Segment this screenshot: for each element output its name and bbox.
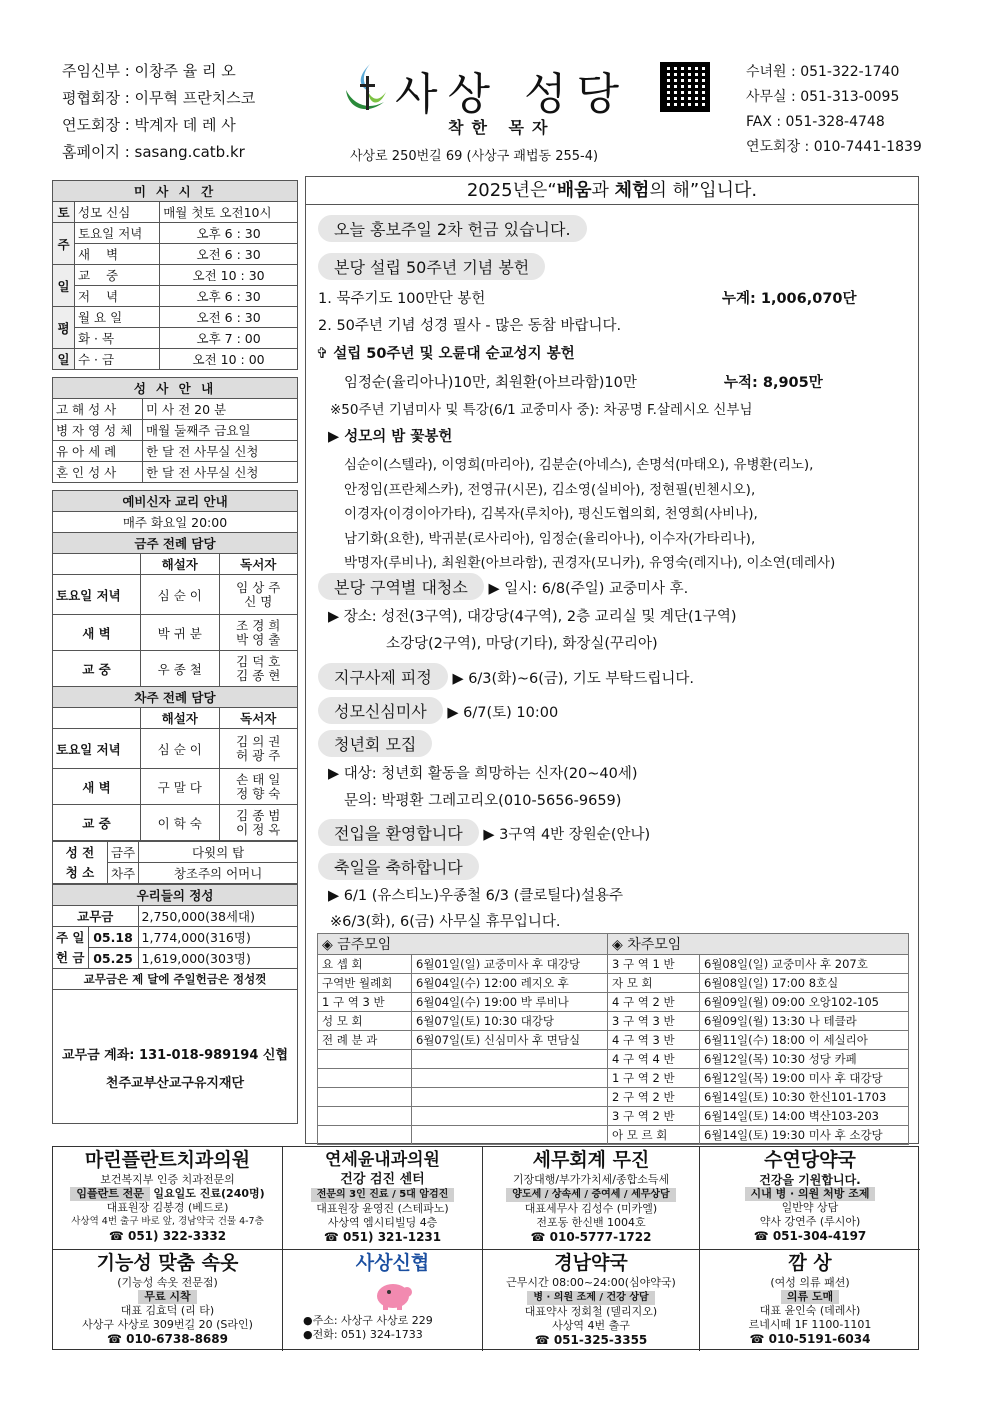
table-row: 교 중 이 학 숙 김 종 범 이 정 옥 [53,805,298,841]
ad-dental-clinic[interactable]: 마린플란트치과의원 보건복지부 인증 치과전문의 임플란트 전문 일요일도 진료(240명) 대표원장 김봉경 (베드로) 사상역 4번 출구 바로 앞, 경남약국 건물 4-7층 ☎ 051) 322-3332 [53,1147,283,1250]
account-number: 교무금 계좌: 131-018-989194 신협 [61,1048,289,1063]
account-holder: 천주교부산교구유지재단 [105,1076,245,1091]
sacrament-table: 성 사 안 내 고 해 성 사 미 사 전 20 분 병 자 영 성 체 매월 둘째주 금요일 유 아 세 례 한 달 전 사무실 신청 혼 인 성 사 한 달 전 사무실 신청 [52,377,298,483]
table-row: 저 녁 오후 6 : 30 [53,286,298,307]
cleaning-table: 성 전 청 소 금주 다윗의 탑 차주 창조주의 어머니 [52,841,298,884]
notice-heading: 청년회 모집 [318,730,432,757]
church-logo-icon [340,62,390,118]
convent-phone: 수녀원 : 051-322-1740 [746,64,900,80]
ad-underwear[interactable]: 기능성 맞춤 속옷 (기능성 속옷 전문점) 무료 시착 대표 김효덕 (리 타) 사상구 사상로 309번길 20 (S라인) ☎ 010-6738-8689 [53,1250,283,1351]
header-contacts [746,60,936,160]
table-row: 2 구 역 2 반 6월14일(토) 10:30 한신101-1703 [318,1088,909,1107]
church-address: 사상로 250번길 69 (사상구 괘법동 255-4) [350,149,599,164]
page-subtitle: 착한 목자 [448,118,556,137]
table-row: 고 해 성 사 미 사 전 20 분 [53,399,298,420]
notice-heading: 축일을 축하합니다 [318,853,479,880]
table-row: 전 례 분 과 6월07일(토) 신심미사 후 면담실 4 구 역 3 반 6월11일(수) 18:00 이 세실리아 [318,1031,909,1050]
page-title: 사상 성당 [395,69,630,120]
flower-offering-list: 심순이(스텔라), 이영희(마리아), 김분순(아네스), 손명석(마태오), 유병환(리노), 안정임(프란체스카), 전영규(시몬), 김소영(실비아), 정현필(빈첸시오), 이경자(이경이아가타), 김복자(루치아), 평신도협의회, 천영희(사비나), 남기화(요한), 박귀분(로사리아), 임정순(율리아나), 이수자(가타리나), 박명자(루비나), 최원환(아브라함), 권경자(모니카), 유영숙(레지나), 이소연(데레사) [344,457,836,571]
table-row: 주 토요일 저녁 오후 6 : 30 [53,223,298,244]
piggy-bank-icon [371,1278,415,1312]
header-info-left [62,58,312,166]
table-row: 토요일 저녁 심 순 이 김 의 권 허 광 주 [53,729,298,769]
table-row: 일 교 중 오전 10 : 30 [53,265,298,286]
fax-number: FAX : 051-328-4748 [746,114,885,130]
table-row: 평 월 요 일 오전 6 : 30 [53,307,298,328]
notice-heading: 성모신심미사 [318,697,443,724]
table-row: 새 벽 오전 6 : 30 [53,244,298,265]
table-row: 화 · 목 오후 7 : 00 [53,328,298,349]
ad-clothing[interactable]: 깜 상 (여성 의류 패션) 의류 도매 대표 윤인숙 (데레사) 르네시떼 1F 1100-1101 ☎ 010-5191-6034 [748,1252,872,1346]
homepage-line[interactable]: 홈페이지 : sasang.catb.kr [62,143,245,161]
left-column [52,180,298,1124]
council-line: 평협회장 : 이무혁 프란치스코 [62,89,256,107]
notice-heading: 본당 구역별 대청소 [318,573,484,600]
notice-heading: 오늘 홍보주일 2차 헌금 있습니다. [318,215,587,242]
table-row: 새 벽 박 귀 분 조 경 희 박 영 출 [53,615,298,651]
notice-heading: 전입을 환영합니다 [318,819,479,846]
table-row: 병 자 영 성 체 매월 둘째주 금요일 [53,420,298,441]
year-theme-banner: 2025년은“배움과 체험의 해”입니다. [306,177,918,205]
office-phone: 사무실 : 051-313-0095 [746,89,900,105]
table-row: 교 중 우 종 철 김 덕 호 김 종 현 [53,651,298,687]
table-row: 유 아 세 례 한 달 전 사무실 신청 [53,441,298,462]
table-row: 아 모 르 회 6월14일(토) 19:30 미사 후 소강당 [318,1126,909,1145]
ad-pharmacy-gyeongnam[interactable]: 경남약국 근무시간 08:00~24:00(심야약국) 병 · 의원 조제 / 건강 상담 대표약사 정회철 (델리지오) 사상역 4번 출구 ☎ 051-325-3355 [483,1250,700,1351]
table-row: 성 모 회 6월07일(토) 10:30 대강당 3 구 역 3 반 6월09일(월) 13:30 나 테클라 [318,1012,909,1031]
notice-heading: 본당 설립 50주년 기념 봉헌 [318,253,545,280]
main-content: 2025년은“배움과 체험의 해”입니다. 오늘 홍보주일 2차 헌금 있습니다. 본당 설립 50주년 기념 봉헌 1. 묵주기도 100만단 봉헌 누계: 1,006,070단 2. 50주년 기념 성경 필사 - 많은 동참 바랍니다. ✞ 설립 50주년 및 오륜대 순교성지 봉헌 임정순(율리아나)10만, 최원환(아브라함)10만 누적: 8,905만 ※50주년 기념미사 및 특강(6/1 교중미사 중): 차공명 F.살레시오 신부님 ▶ 성모의 밤 꽃봉헌 심순이(스텔라), 이영희(마리아), 김분순(아네스), 손명석(마태오), 유병환(리노), 안정임(프란체스카), 전영규(시몬), 김소영(실비아), 정현필(빈첸시오), 이경자(이경이아가타), 김복자(루치아), 평신도협의회, 천영희(사비나), 남기화(요한), 박귀분(로사리아), 임정순(율리아나), 이수자(가타리나), 박명자(루비나), 최원환(아브라함), 권경자(모니카), 유영숙(레지나), 이소연(데레사) 본당 구역별 대청소 ▶ 일시: 6/8(주일) 교중미사 후. ▶ 장소: 성전(3구역), 대강당(4구역), 2층 교리실 및 계단(1구역) 소강당(2구역), 마당(기타), 화장실(꾸리아) 지구사제 피정 ▶ 6/3(화)~6(금), 기도 부탁드립니다. 성모신심미사 ▶ 6/7(토) 10:00 청년회 모집 ▶ 대상: 청년회 활동을 희망하는 신자(20~40세) 문의: 박평환 그레고리오(010-5656-9659) 전입을 환영합니다 ▶ 3구역 4반 장원순(안나) 축일을 축하합니다 ▶ 6/1 (유스티노)우종철 6/3 (클로틸다)설용주 ※6/3(화), 6(금) 사무실 휴무입니다. ◈ 금주모임 ◈ 차주모임 요 셉 회 6월01일(일) 교중미사 후 대강당 3 구 역 1 반 6월08일(일) 교중미사 후 207호 구역반 월례회 6월04일(수) 12:00 레지오 후 자 모 회 6월08일(일) 17:00 8호실 1 구 역 3 반 6월04일(수) 19:00 박 루비나 4 구 역 2 반 6월09일(월) 09:00 오앙102-105 성 모 회 6월07일(토) 10:30 대강당 3 구 역 3 반 6월09일(월) 13:30 나 테클라 전 례 분 과 6월07일(토) 신심미사 후 면담실 4 구 역 3 반 6월11일(수) 18:00 이 세실리아 4 구 역 4 반 6월12일(목) 10:30 성당 카페 1 구 역 2 반 6월12일(목) 19:00 미사 후 대강당 2 구 역 2 반 6월14일(토) 10:30 한신101-1703 3 구 역 2 반 6월14일(토) 14:00 벽산103-203 아 모 르 회 6월14일(토) 19:30 미사 후 소강당 [305,176,919,1144]
pastor-line: 주임신부 : 이창주 율 리 오 [62,62,236,80]
prayer-leader-line: 연도회장 : 박계자 데 레 사 [62,116,236,134]
table-row: 4 구 역 4 반 6월12일(목) 10:30 성당 카페 [318,1050,909,1069]
table-row: 새 벽 구 말 다 손 태 일 정 향 숙 [53,769,298,805]
liturgy-table: 예비신자 교리 안내 매주 화요일 20:00 금주 전례 담당 해설자 독서자 토요일 저녁 심 순 이 임 상 주 신 명 새 벽 박 귀 분 조 경 희 박 영 출 교 중 우 종 철 김 덕 호 김 종 현 차주 전례 담당 해설자 독서자 토요일 저녁 심 순 이 김 의 권 허 광 주 새 벽 구 말 다 손 태 일 정 향 숙 교 중 이 학 숙 김 종 범 이 정 옥 [52,490,298,841]
meetings-table: ◈ 금주모임 ◈ 차주모임 요 셉 회 6월01일(일) 교중미사 후 대강당 3 구 역 1 반 6월08일(일) 교중미사 후 207호 구역반 월례회 6월04일(수) 12:00 레지오 후 자 모 회 6월08일(일) 17:00 8호실 1 구 역 3 반 6월04일(수) 19:00 박 루비나 4 구 역 2 반 6월09일(월) 09:00 오앙102-105 성 모 회 6월07일(토) 10:30 대강당 3 구 역 3 반 6월09일(월) 13:30 나 테클라 전 례 분 과 6월07일(토) 신심미사 후 면담실 4 구 역 3 반 6월11일(수) 18:00 이 세실리아 4 구 역 4 반 6월12일(목) 10:30 성당 카페 1 구 역 2 반 6월12일(목) 19:00 미사 후 대강당 2 구 역 2 반 6월14일(토) 10:30 한신101-1703 3 구 역 2 반 6월14일(토) 14:00 벽산103-203 아 모 르 회 6월14일(토) 19:30 미사 후 소강당 [317,933,909,1145]
table-row: 3 구 역 2 반 6월14일(토) 14:00 벽산103-203 [318,1107,909,1126]
ad-pharmacy-suyeon[interactable]: 수연당약국 건강을 기원합니다. 시내 병 · 의원 처방 조제 일반약 상담 약사 강연주 (루시아) ☎ 051-304-4197 [700,1147,920,1250]
qr-code-icon[interactable] [660,62,710,112]
account-box [52,990,298,1124]
table-row: 일 수 · 금 오전 10 : 00 [53,349,298,370]
table-row: 요 셉 회 6월01일(일) 교중미사 후 대강당 3 구 역 1 반 6월08일(일) 교중미사 후 207호 [318,955,909,974]
ad-credit-union[interactable]: 사상신협 ●주소: 사상구 사상로 229 ●전화: 051) 324-1733 [283,1250,483,1351]
ad-internal-clinic[interactable]: 연세윤내과의원 건강 검진 센터 전문의 3인 진료 / 5대 암검진 대표원장 윤영진 (스테파노) 사상역 엠시티빌딩 4층 ☎ 051) 321-1231 [283,1147,483,1250]
ad-tax-office[interactable]: 세무회계 무진 기장대행/부가가치세/종합소득세 양도세 / 상속세 / 증여세 / 세무상담 대표세무사 김성수 (미카엘) 전포동 한신밴 1004호 ☎ 010-5777-1722 [483,1147,700,1250]
ads-section [52,1146,919,1350]
table-row: 구역반 월례회 6월04일(수) 12:00 레지오 후 자 모 회 6월08일(일) 17:00 8호실 [318,974,909,993]
mass-title: 미 사 시 간 [53,181,298,202]
offering-table: 우리들의 정성 교무금 2,750,000(38세대) 주 일 헌 금 05.18 1,774,000(316명) 05.25 1,619,000(303명) 교무금은 제 달에 주일헌금은 정성껏 [52,884,298,990]
table-row: 혼 인 성 사 한 달 전 사무실 신청 [53,462,298,483]
table-row: 토요일 저녁 심 순 이 임 상 주 신 명 [53,575,298,615]
table-row: 토 성모 신심 매월 첫토 오전10시 [53,202,298,223]
table-row: 1 구 역 2 반 6월12일(목) 19:00 미사 후 대강당 [318,1069,909,1088]
mass-schedule-table [52,180,298,370]
table-row: 1 구 역 3 반 6월04일(수) 19:00 박 루비나 4 구 역 2 반 6월09일(월) 09:00 오앙102-105 [318,993,909,1012]
prayer-leader-phone: 연도회장 : 010-7441-1839 [746,139,922,155]
notice-heading: 지구사제 피정 [318,663,448,690]
